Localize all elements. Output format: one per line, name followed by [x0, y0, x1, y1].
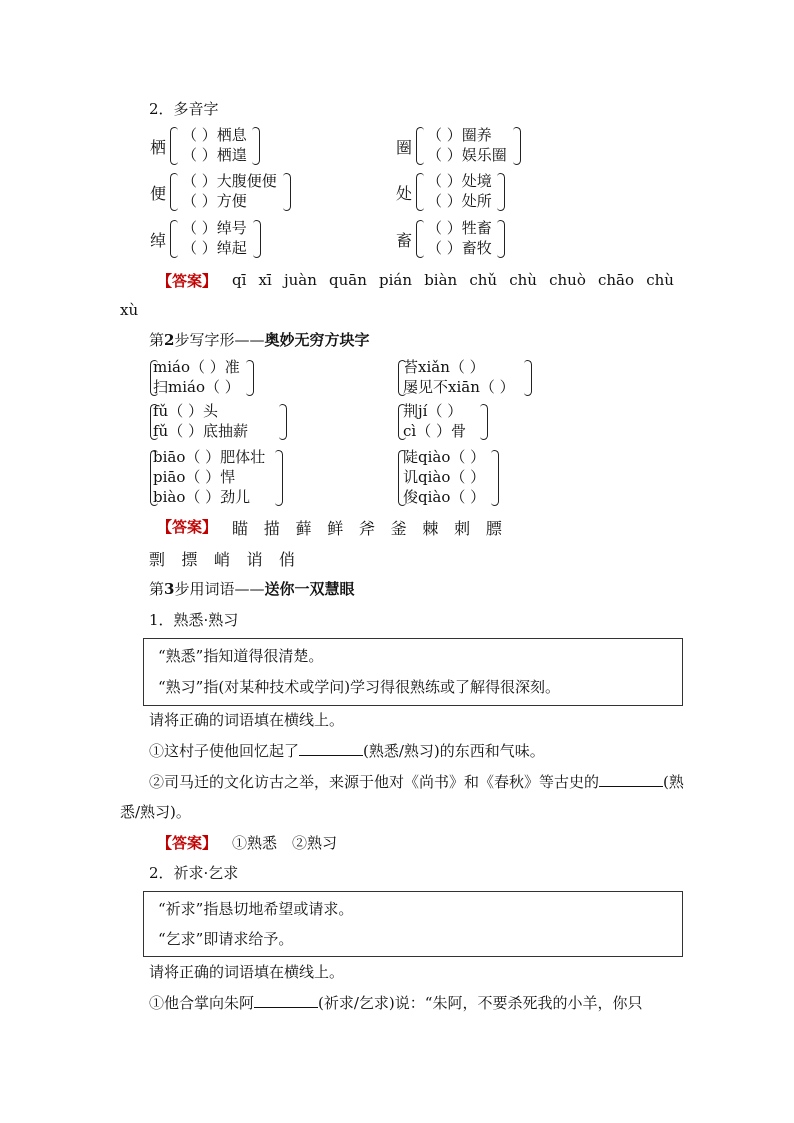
- question: [149, 771, 684, 792]
- definition-box: [143, 638, 683, 706]
- right-brace: [275, 450, 283, 506]
- left-brace: [416, 127, 424, 165]
- definition-line: “乞求”即请求给予。: [158, 930, 294, 948]
- step-prefix: 第: [149, 331, 165, 349]
- right-brace: [497, 173, 505, 211]
- zixing-line: piāo（ ）悍: [153, 468, 236, 486]
- polyphone-char: 绰: [150, 231, 167, 250]
- zixing-line: 扫miáo（ ）: [153, 378, 240, 396]
- char-answer: 斧: [358, 519, 375, 538]
- pinyin-answer: chù: [509, 271, 537, 289]
- step3-title: [149, 578, 354, 599]
- step-number: 3: [164, 580, 175, 598]
- question: [149, 740, 545, 761]
- pinyin-answer: biàn: [424, 271, 458, 289]
- char-answer: 峭: [213, 550, 230, 569]
- question-text: ②司马迁的文化访古之举，来源于他对《尚书》和《春秋》等古史的: [149, 773, 600, 791]
- polyphone-line: （ ）牲畜: [427, 219, 492, 237]
- step-title-bold: 奥妙无穷方块字: [264, 331, 370, 349]
- right-brace: [524, 360, 532, 396]
- zixing-line: miáo（ ）准: [153, 358, 240, 376]
- polyphone-line: （ ）栖息: [182, 126, 247, 144]
- polyphone-line: （ ）处所: [427, 192, 492, 210]
- question-text: (熟悉/熟习)的东西和气味。: [363, 742, 545, 760]
- step2-title: [149, 329, 369, 350]
- char-answer: 鲜: [327, 519, 344, 538]
- step-title: 步写字形——: [174, 331, 265, 349]
- answer-blank[interactable]: [254, 993, 318, 1008]
- right-brace: [283, 173, 291, 211]
- right-brace: [252, 127, 260, 165]
- fill-instruction: 请将正确的词语填在横线上。: [149, 963, 345, 981]
- char-answer: 摽: [181, 550, 198, 569]
- polyphone-char: 畜: [396, 231, 413, 250]
- char-answer: 剽: [149, 550, 166, 569]
- section-title-polyphone: 2．多音字: [149, 100, 219, 118]
- char-answers: [232, 516, 502, 539]
- zixing-line: 苔xiǎn（ ）: [403, 358, 485, 376]
- definition-line: “祈求”指恳切地希望或请求。: [158, 900, 354, 918]
- char-answer: 诮: [246, 550, 263, 569]
- fill-instruction: 请将正确的词语填在横线上。: [149, 711, 345, 729]
- question-cont: 悉/熟习)。: [120, 803, 191, 821]
- polyphone-char: 便: [150, 184, 167, 203]
- step-number: 2: [164, 331, 175, 349]
- char-answer: 釜: [390, 519, 407, 538]
- definition-line: “熟习”指(对某种技术或学问)学习得很熟练或了解得很深刻。: [158, 678, 561, 696]
- zixing-line: fǔ（ ）头: [153, 402, 218, 420]
- left-brace: [416, 220, 424, 258]
- polyphone-line: （ ）圈养: [427, 126, 492, 144]
- question-text: (熟: [663, 773, 684, 791]
- question-text: (祈求/乞求)说：“朱阿，不要杀死我的小羊，你只: [318, 994, 643, 1012]
- polyphone-char: 圈: [396, 138, 413, 157]
- left-brace: [170, 173, 178, 211]
- answer-text: ①熟悉 ②熟习: [232, 834, 338, 852]
- answer-blank[interactable]: [599, 772, 663, 787]
- char-answer: 俏: [278, 550, 295, 569]
- polyphone-line: （ ）畜牧: [427, 239, 492, 257]
- right-brace: [279, 404, 287, 440]
- answer-label: 【答案】: [157, 272, 218, 290]
- polyphone-char: 栖: [150, 138, 167, 157]
- pinyin-answer: xī: [258, 271, 272, 289]
- char-answer: 膘: [485, 519, 502, 538]
- right-brace: [491, 450, 499, 506]
- zixing-line: 陡qiào（ ）: [403, 448, 486, 466]
- char-answer: 棘: [422, 519, 439, 538]
- definition-line: “熟悉”指知道得很清楚。: [158, 647, 324, 665]
- pinyin-answer-tail: xù: [120, 301, 139, 319]
- question: [149, 992, 642, 1013]
- char-answer: 刺: [454, 519, 471, 538]
- left-brace: [170, 220, 178, 258]
- answer-label: 【答案】: [157, 518, 218, 536]
- question-text: ①他合掌向朱阿: [149, 994, 255, 1012]
- left-brace: [416, 173, 424, 211]
- polyphone-line: （ ）栖遑: [182, 146, 247, 164]
- char-answer: 藓: [295, 519, 312, 538]
- polyphone-line: （ ）方便: [182, 192, 247, 210]
- zixing-line: 讥qiào（ ）: [403, 468, 486, 486]
- pinyin-answer: pián: [379, 271, 413, 289]
- char-answer: 描: [263, 519, 280, 538]
- zixing-line: 荆jí（ ）: [403, 402, 463, 420]
- polyphone-line: （ ）大腹便便: [182, 172, 277, 190]
- polyphone-line: （ ）绰起: [182, 239, 247, 257]
- right-brace: [497, 220, 505, 258]
- right-brace: [246, 360, 254, 396]
- zixing-line: 俊qiào（ ）: [403, 488, 486, 506]
- zixing-line: biāo（ ）肥体壮: [153, 448, 266, 466]
- polyphone-line: （ ）处境: [427, 172, 492, 190]
- question-text: ①这村子使他回忆起了: [149, 742, 300, 760]
- zixing-line: biào（ ）劲儿: [153, 488, 251, 506]
- word-pair-title: 1．熟悉·熟习: [149, 611, 239, 629]
- pinyin-answer: chù: [646, 271, 674, 289]
- answer-label: 【答案】: [157, 834, 218, 852]
- right-brace: [513, 127, 521, 165]
- char-answer: 瞄: [232, 519, 249, 538]
- pinyin-answer: juàn: [283, 271, 317, 289]
- pinyin-answer: chuò: [549, 271, 586, 289]
- pinyin-answer: chǔ: [469, 271, 498, 289]
- polyphone-char: 处: [396, 184, 413, 203]
- answer-blank[interactable]: [299, 741, 363, 756]
- pinyin-answer: qī: [232, 271, 247, 289]
- zixing-line: fǔ（ ）底抽薪: [153, 422, 248, 440]
- char-answers-line2: [149, 547, 295, 570]
- definition-box: [143, 891, 683, 957]
- pinyin-answer: chāo: [598, 271, 635, 289]
- pinyin-answers: [232, 271, 674, 289]
- right-brace: [480, 404, 488, 440]
- step-title: 步用词语——: [174, 580, 265, 598]
- zixing-line: 屡见不xiān（ ）: [403, 378, 515, 396]
- left-brace: [170, 127, 178, 165]
- zixing-line: cì（ ）骨: [403, 422, 466, 440]
- word-pair-title: 2．祈求·乞求: [149, 864, 239, 882]
- step-prefix: 第: [149, 580, 165, 598]
- right-brace: [253, 220, 261, 258]
- polyphone-line: （ ）绰号: [182, 219, 247, 237]
- polyphone-line: （ ）娱乐圈: [427, 146, 507, 164]
- step-title-bold: 送你一双慧眼: [264, 580, 355, 598]
- pinyin-answer: quān: [329, 271, 367, 289]
